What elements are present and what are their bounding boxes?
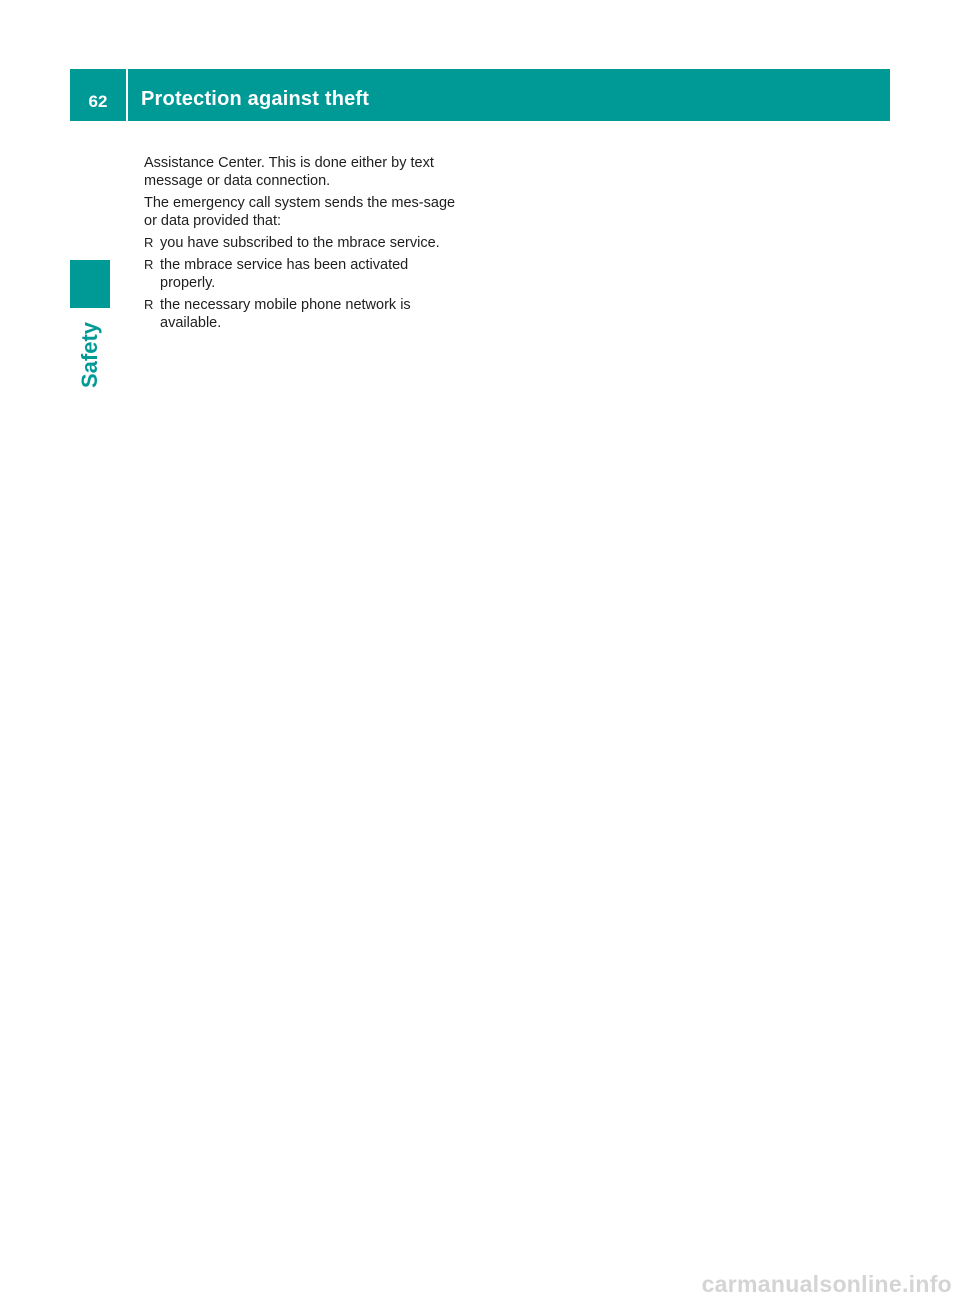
list-item [144,256,466,292]
chapter-tab-marker [70,260,110,308]
page-number-box [70,69,126,121]
body-text [144,154,466,336]
bullet-list [144,234,466,332]
paragraph: The emergency call system sends the mes-sage or data provided that: [144,195,456,229]
chapter-tab [70,318,110,392]
list-item-text: you have subscribed to the mbrace service. [160,235,440,251]
section-title: Protection against theft [141,88,370,110]
list-item-text: the necessary mobile phone network is available. [160,297,411,331]
bullet-icon: R [144,297,154,312]
page-number: 62 [88,92,108,111]
bullet-icon: R [144,235,154,250]
watermark: carmanualsonline.info [701,1271,952,1297]
bullet-icon: R [144,257,154,272]
section-header-bar [128,69,890,121]
list-item [144,296,466,332]
list-item-text: the mbrace service has been activated properly. [160,257,409,291]
chapter-tab-label: Safety [77,321,103,389]
paragraph: Assistance Center. This is done either by text message or data connection. [144,155,434,189]
list-item [144,234,466,252]
